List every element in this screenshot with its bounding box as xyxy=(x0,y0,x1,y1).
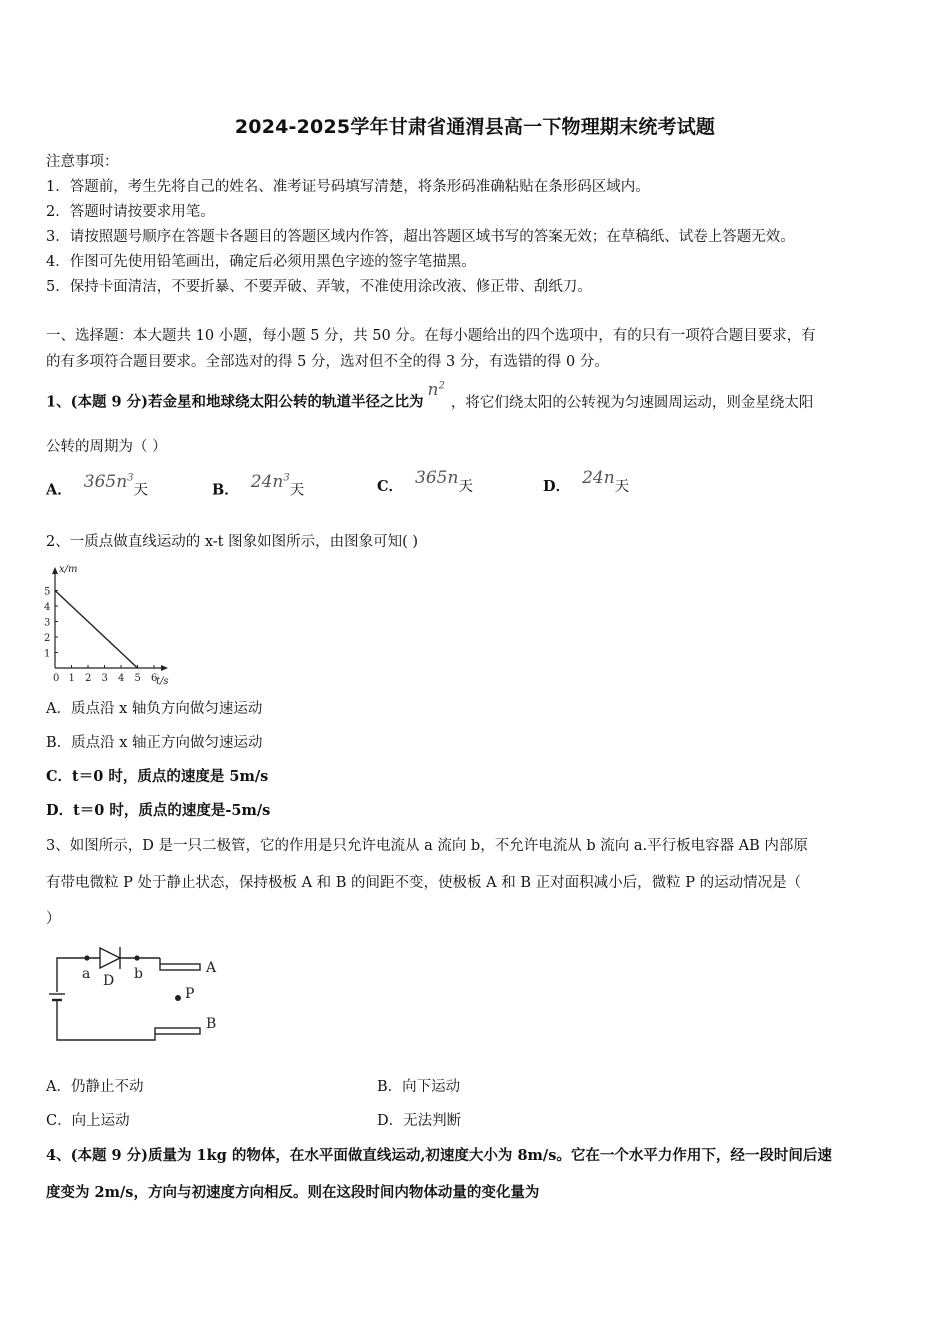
q1-option-d[interactable]: D． 24n天 xyxy=(543,468,630,495)
label-b: b xyxy=(134,966,143,982)
x-tick-label: 2 xyxy=(85,673,92,684)
wire xyxy=(57,958,100,992)
question-4-stem: 4、(本题 9 分)质量为 1kg 的物体，在水平面做直线运动,初速度大小为 8m/s。它在一个水平力作用下，经一段时间后速 xyxy=(46,1147,832,1164)
page-title: 2024-2025学年甘肃省通渭县高一下物理期末统考试题 xyxy=(234,116,716,138)
x-tick-label: 1 xyxy=(68,673,75,684)
x-tick-label: 0 xyxy=(53,673,60,684)
wire xyxy=(57,1000,155,1040)
notice-item: 1．答题前，考生先将自己的姓名、准考证号码填写清楚，将条形码准确粘贴在条形码区域内。 xyxy=(46,179,650,195)
q3-option-b[interactable]: B．向下运动 xyxy=(377,1079,461,1095)
circuit-diagram xyxy=(40,936,230,1048)
question-1-text: ，将它们绕太阳的公转视为匀速圆周运动，则金星绕太阳 xyxy=(450,394,814,411)
notice-item: 5．保持卡面清洁，不要折暴、不要弄破、弄皱，不准使用涂改液、修正带、刮纸刀。 xyxy=(46,279,592,295)
question-1-stem-line2: 公转的周期为（ ） xyxy=(46,439,167,455)
q3-option-c[interactable]: C．向上运动 xyxy=(46,1113,130,1129)
plate-a xyxy=(160,964,200,970)
question-2-stem: 2、一质点做直线运动的 x-t 图象如图所示，由图象可知( ) xyxy=(46,534,419,550)
q2-option-a[interactable]: A．质点沿 x 轴负方向做匀速运动 xyxy=(46,701,263,717)
x-tick-label: 5 xyxy=(134,673,141,684)
x-tick-label: 3 xyxy=(101,673,108,684)
diode xyxy=(100,948,120,968)
notice-item: 3．请按照题号顺序在答题卡各题目的答题区域内作答，超出答题区域书写的答案无效；在草稿纸、试卷上答题无效。 xyxy=(46,229,795,245)
y-tick-label: 2 xyxy=(44,633,51,644)
y-axis-arrow xyxy=(52,567,58,574)
node-a xyxy=(84,955,89,960)
xt-chart xyxy=(40,560,180,690)
q1-option-a[interactable]: A． $365n^3$天 xyxy=(46,471,149,499)
label-d: D xyxy=(103,973,115,989)
question-3-stem: 有带电微粒 P 处于静止状态，保持极板 A 和 B 的间距不变，使极板 A 和 B 正对面积减小后，微粒 P 的运动情况是（ xyxy=(46,875,802,891)
q1-option-b[interactable]: B． $24n^3$天 xyxy=(212,471,305,499)
notice-heading: 注意事项： xyxy=(46,154,119,170)
q3-option-a[interactable]: A．仍静止不动 xyxy=(46,1079,144,1095)
y-tick-label: 3 xyxy=(44,617,51,629)
x-tick-label: 6 xyxy=(151,673,158,684)
section-intro-line: 一、选择题：本大题共 10 小题，每小题 5 分，共 50 分。在每小题给出的四个选项中，有的只有一项符合题目要求，有 xyxy=(46,328,816,344)
label-particle: P xyxy=(185,986,195,1002)
x-axis-label: t/s xyxy=(156,676,169,687)
q3-option-d[interactable]: D．无法判断 xyxy=(377,1113,462,1129)
question-1-text: 1、(本题 9 分)若金星和地球绕太阳公转的轨道半径之比为 xyxy=(46,393,424,411)
notice-item: 2．答题时请按要求用笔。 xyxy=(46,204,215,220)
particle-p xyxy=(175,995,181,1001)
y-tick-label: 4 xyxy=(44,602,51,613)
y-axis-label: x/m xyxy=(59,564,78,575)
question-3-stem: ） xyxy=(46,911,61,927)
question-1-stem xyxy=(46,379,814,413)
label-plate-a: A xyxy=(206,960,217,976)
q2-option-b[interactable]: B．质点沿 x 轴正方向做匀速运动 xyxy=(46,735,263,751)
y-tick-label: 5 xyxy=(44,586,51,598)
notice-item: 4．作图可先使用铅笔画出，确定后必须用黑色字迹的签字笔描黑。 xyxy=(46,254,476,270)
question-4-stem: 度变为 2m/s，方向与初速度方向相反。则在这段时间内物体动量的变化量为 xyxy=(46,1184,540,1201)
q2-option-d[interactable]: D．t＝0 时，质点的速度是-5m/s xyxy=(46,802,271,819)
label-a: a xyxy=(82,966,91,982)
section-intro-line: 的有多项符合题目要求。全部选对的得 5 分，选对但不全的得 3 分，有选错的得 0 分。 xyxy=(46,354,609,370)
ratio-expression: $n^2$ xyxy=(427,379,445,400)
series-line xyxy=(55,591,138,669)
label-plate-b: B xyxy=(206,1016,217,1032)
x-tick-label: 4 xyxy=(118,673,125,684)
y-tick-label: 1 xyxy=(44,648,51,660)
plate-b xyxy=(155,1028,200,1034)
node-b xyxy=(134,955,139,960)
q1-option-c[interactable]: C． 365n天 xyxy=(377,468,473,495)
q2-option-c[interactable]: C．t＝0 时，质点的速度是 5m/s xyxy=(46,768,269,785)
x-axis-arrow xyxy=(161,665,168,671)
question-3-stem: 3、如图所示，D 是一只二极管，它的作用是只允许电流从 a 流向 b，不允许电流从 b 流向 a.平行板电容器 AB 内部原 xyxy=(46,838,808,854)
